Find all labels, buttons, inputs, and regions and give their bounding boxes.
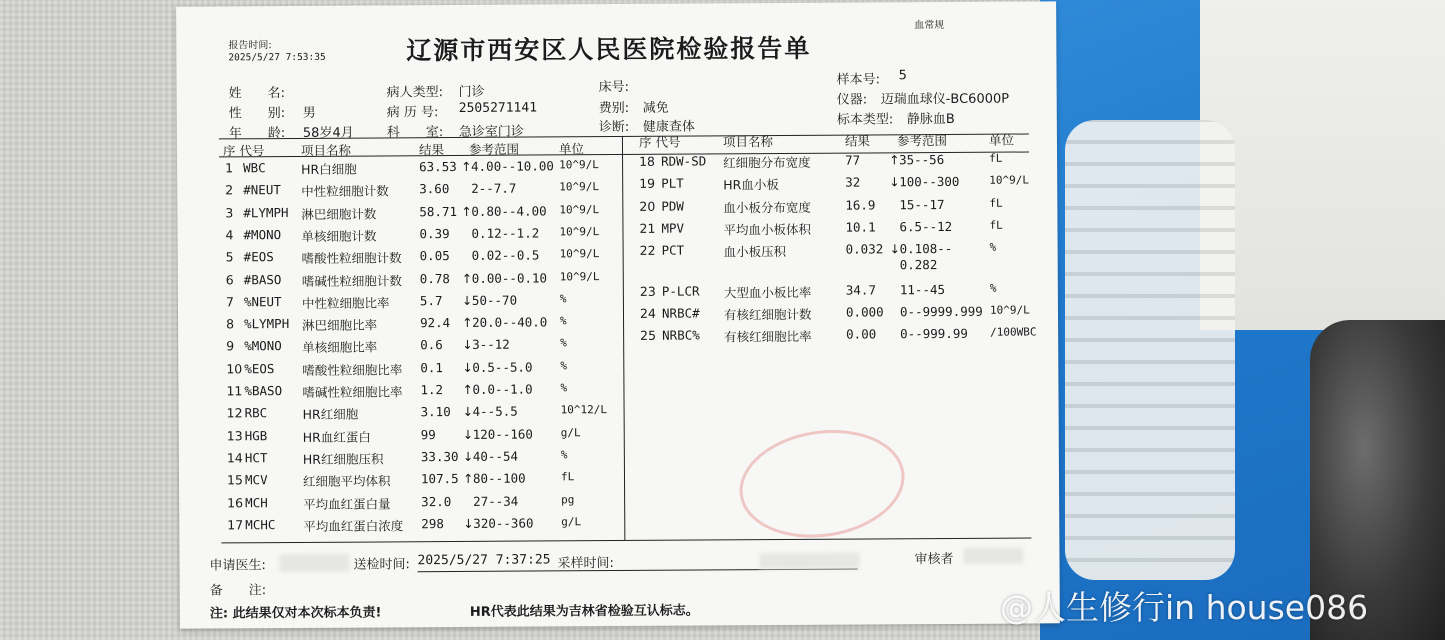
cell-name: 单核细胞计数 [301,228,377,244]
cell-code: %BASO [244,383,283,399]
cell-flag: ↓ [462,337,473,353]
cell-seq: 5 [225,249,234,265]
watermark: @人生修行in house086 [1000,588,1369,627]
hospital-stamp [732,419,912,548]
cell-flag: ↑ [461,203,472,219]
cell-unit: % [989,281,997,295]
cell-flag: ↓ [462,359,473,375]
diagnosis-label: 诊断: [598,119,630,136]
result-row [225,470,625,494]
cell-flag: ↓ [463,515,474,531]
cell-result: 298 [421,515,444,532]
dept-value: 急诊室门诊 [458,124,524,140]
result-row [640,326,1040,350]
header-name: 项目名称 [722,134,774,150]
header-unit: 单位 [558,141,585,157]
cell-unit: 10^9/L [559,269,600,283]
cell-code: %EOS [244,360,275,376]
send-time-value: 2025/5/27 7:37:25 [417,552,551,569]
cell-result: 0.1 [420,359,443,375]
fee-label: 费别: [598,100,630,117]
cell-code: HGB [244,427,268,443]
cell-name: 有核红细胞计数 [723,306,812,323]
cell-name: 红细胞分布宽度 [723,154,811,171]
cell-code: NRBC% [662,327,700,343]
footer-note-2: HR代表此结果为吉林省检验互认标志。 [469,603,699,620]
result-row [224,292,624,316]
cell-unit: fL [989,196,1003,210]
cell-unit: % [560,336,567,350]
cell-seq: 8 [226,316,235,332]
cell-name: 中性粒细胞计数 [301,183,389,200]
record-value: 2505271141 [458,100,538,116]
cell-result: 99 [420,426,436,442]
cell-flag: ↓ [889,174,900,190]
result-row [224,336,624,360]
dept-label: 科 室: [386,125,444,141]
cell-name: HR血小板 [723,177,779,193]
cell-unit: 10^9/L [559,202,600,216]
cell-range: 0.80--4.00 [471,203,547,219]
cell-unit: % [559,314,567,328]
cell-range: 35--56 [899,152,945,168]
cell-seq: 14 [226,450,243,466]
cell-unit: 10^9/L [989,303,1030,317]
sample-time-label: 采样时间: [557,556,614,572]
redacted-reviewer [963,548,1023,564]
cell-name: HR白细胞 [301,161,357,177]
cell-name: 单核细胞比率 [302,339,378,356]
header-seq: 序 代号 [638,134,681,150]
patient-type-value: 门诊 [458,84,485,100]
cell-flag: ↓ [462,448,474,464]
cell-code: MCV [244,472,268,488]
redacted-sample-time [759,553,859,570]
cell-seq: 19 [639,176,656,192]
result-row [223,225,623,249]
cell-unit: fL [989,218,1003,232]
name-label: 姓 名: [228,86,286,102]
cell-seq: 10 [226,360,243,377]
result-row [225,492,625,516]
report-title: 辽源市西安区人民医院检验报告单 [406,33,812,66]
cell-result: 16.9 [845,197,876,213]
cell-code: PCT [661,242,685,258]
cell-name: 血小板分布宽度 [723,199,811,215]
cell-range: 0--999.99 [900,325,968,342]
cell-seq: 21 [639,220,656,236]
cell-result: 3.60 [419,181,450,197]
cell-name: 有核红细胞比率 [724,328,812,345]
header-result: 结果 [418,142,445,158]
cell-range: 2--7.7 [471,180,517,197]
cell-seq: 13 [226,427,243,443]
sample-value: 5 [898,68,907,84]
cell-range: 6.5--12 [899,218,953,235]
header-unit: 单位 [988,132,1015,148]
result-row [225,403,625,427]
cell-name: 嗜碱性粒细胞计数 [301,272,402,289]
cell-unit: % [989,240,997,254]
cell-code: %NEUT [243,293,282,310]
instrument-value: 迈瑞血球仪-BC6000P [880,91,1010,108]
cell-seq: 23 [639,283,656,299]
cell-seq: 25 [640,327,657,343]
cell-flag: ↓ [462,404,474,420]
cell-name: HR红细胞压积 [302,451,384,467]
cell-name: 嗜酸性粒细胞计数 [301,250,402,267]
cell-seq: 18 [639,153,656,169]
cell-result: 5.7 [419,292,443,309]
cell-code: #NEUT [243,182,281,198]
cell-seq: 11 [226,383,243,399]
cell-code: %LYMPH [244,316,290,332]
cell-unit: g/L [561,515,582,529]
specimen-label: 标本类型: [836,112,894,128]
cell-code: MCHC [245,516,276,533]
result-row [224,269,624,293]
cell-seq: 7 [225,294,234,310]
result-row [224,381,624,405]
sample-label: 样本号: [836,72,881,88]
header-range: 参考范围 [896,132,948,149]
cell-result: 10.1 [845,219,876,235]
cell-range: 20.0--40.0 [471,314,548,330]
cell-result: 32.0 [421,493,452,509]
cell-unit: % [560,381,568,395]
age-label: 年 龄: [228,126,286,142]
cell-name: 平均血小板体积 [723,221,812,238]
cell-seq: 2 [225,182,234,198]
cell-code: PLT [661,175,684,192]
cell-seq: 1 [225,160,234,176]
cell-range: 4.00--10.00 [471,158,554,174]
cell-code: MCH [245,494,268,510]
cell-unit: pg [561,492,575,506]
result-row [223,158,623,182]
header-name: 项目名称 [300,142,352,158]
result-row [639,240,1040,273]
cell-range-continued: 0.282 [899,257,938,273]
redacted-doctor [279,554,349,572]
cell-code: HCT [244,450,268,466]
cell-flag: ↓ [889,241,901,257]
sex-value: 男 [302,105,316,121]
cell-range: 4--5.5 [472,403,518,420]
bed-label: 床号: [598,79,630,96]
cell-result: 92.4 [419,315,451,331]
result-row [224,247,624,271]
cell-unit: 10^9/L [559,158,599,172]
cell-name: 平均血红蛋白量 [303,495,391,512]
cell-code: WBC [243,160,266,176]
cell-name: 淋巴细胞比率 [302,317,378,334]
result-row [639,151,1039,175]
foam-mat-piece [1065,120,1235,580]
cell-seq: 6 [225,271,234,287]
report-time-label: 报告时间: [228,40,272,52]
cell-range: 120--160 [472,426,533,442]
cell-name: 中性粒细胞比率 [301,295,390,311]
result-row [224,314,624,338]
cell-flag: ↑ [461,158,472,174]
cell-range: 0.5--5.0 [472,359,533,375]
cell-name: 平均血红蛋白浓度 [303,518,404,534]
cell-flag: ↑ [462,471,474,487]
cell-code: #EOS [243,249,274,265]
cell-range: 80--100 [472,470,526,487]
cell-range: 40--54 [472,448,519,464]
cell-result: 58.71 [419,203,458,219]
result-row [640,281,1040,305]
result-row [225,448,625,472]
diagnosis-value: 健康查体 [642,119,695,135]
lab-report-paper [176,1,1060,628]
cell-code: NRBC# [661,305,700,321]
cell-result: 33.30 [420,448,459,465]
cell-name: HR血红蛋白 [302,429,371,445]
cell-result: 1.2 [420,382,444,398]
cell-range: 320--360 [473,515,534,531]
cell-unit: 10^9/L [559,225,600,239]
result-row [639,218,1039,242]
cell-range: 0.0--1.0 [472,381,533,397]
footer-note-1: 注: 此结果仅对本次标本负责! [209,605,382,622]
cell-name: 嗜碱性粒细胞比率 [302,384,403,400]
cell-seq: 9 [226,338,235,354]
doctor-label: 申请医生: [209,558,266,574]
cell-code: #BASO [243,271,282,287]
remark-label: 备 注: [209,583,267,599]
cell-result: 0.6 [420,337,443,353]
cell-unit: 10^9/L [989,173,1029,188]
result-row [224,359,624,383]
cell-name: 红细胞平均体积 [302,473,391,490]
cell-unit: 10^12/L [560,403,607,417]
cell-range: 0.108-- [899,241,953,257]
cell-range: 100--300 [899,174,960,190]
cell-unit: fL [989,151,1003,165]
cell-result: 0.78 [419,270,450,286]
cell-seq: 24 [639,305,656,321]
cell-result: 77 [845,152,861,168]
cell-unit: % [560,359,567,373]
cell-seq: 4 [225,227,234,243]
cell-seq: 22 [639,242,656,259]
cell-result: 0.39 [419,225,450,242]
cell-result: 0.05 [419,248,450,264]
cell-name: HR红细胞 [302,406,359,423]
age-value: 58岁4月 [302,125,354,141]
cell-code: RDW-SD [661,153,707,169]
cell-seq: 12 [226,405,243,421]
instrument-label: 仪器: [836,92,868,108]
cell-unit: 10^9/L [559,247,600,261]
report-time: 2025/5/27 7:53:35 [228,51,326,64]
cell-seq: 20 [639,198,656,214]
cell-code: MPV [661,220,685,236]
cell-name: 嗜酸性粒细胞比率 [302,362,403,378]
cell-code: %MONO [244,338,282,354]
header-result: 结果 [844,133,871,149]
result-row [639,174,1039,198]
result-row [223,203,623,227]
result-row [225,426,625,450]
corner-tag: 血常规 [914,20,945,32]
cell-result: 0.032 [845,241,884,257]
cell-result: 107.5 [420,471,459,487]
cell-result: 0.000 [845,304,884,320]
record-label: 病 历 号: [386,105,439,121]
cell-flag: ↑ [462,381,473,397]
specimen-value: 静脉血B [906,111,955,128]
cell-code: PDW [661,198,684,214]
result-row [640,303,1040,327]
cell-flag: ↑ [461,314,473,331]
cell-name: 大型血小板比率 [723,284,812,300]
cell-seq: 16 [227,494,244,510]
cell-range: 3--12 [472,337,510,353]
cell-flag: ↑ [889,152,900,168]
cell-code: #MONO [243,226,282,243]
send-time-label: 送检时间: [353,557,410,573]
cell-seq: 17 [227,517,244,533]
cell-result: 34.7 [845,281,877,298]
cell-range: 15--17 [899,196,945,212]
header-range: 参考范围 [468,141,520,157]
cell-range: 0.02--0.5 [471,247,540,264]
sex-label: 性 别: [228,106,286,122]
result-row [223,180,623,204]
cell-range: 0.00--0.10 [471,269,548,286]
cell-result: 63.53 [419,158,457,175]
cell-flag: ↓ [461,292,473,308]
cell-result: 3.10 [420,404,451,420]
fee-value: 减免 [642,100,669,116]
cell-range: 50--70 [471,292,518,308]
cell-name: 淋巴细胞计数 [301,206,377,222]
result-row [225,515,625,539]
sample-time-underline [418,569,858,573]
cell-code: RBC [244,405,268,421]
cell-code: #LYMPH [243,204,289,220]
cell-unit: fL [560,470,575,484]
cell-unit: /100WBC [990,325,1037,339]
cell-flag: ↑ [461,270,473,286]
cell-range: 0.12--1.2 [471,225,540,241]
cell-unit: % [560,448,568,462]
cell-code: P-LCR [661,283,700,299]
cell-flag: ↓ [462,426,474,442]
white-panel [1200,0,1445,330]
cell-result: 0.00 [846,326,877,342]
header-seq: 序 代号 [222,143,265,159]
result-row [639,196,1039,220]
patient-type-label: 病人类型: [386,85,444,101]
cell-name: 血小板压积 [723,244,787,260]
reviewer-label: 审核者 [914,551,954,568]
cell-range: 11--45 [899,281,946,297]
cell-range: 0--9999.999 [899,303,983,320]
cell-range: 27--34 [473,493,519,509]
cell-result: 32 [845,174,861,190]
cell-unit: g/L [560,425,581,439]
cell-unit: 10^9/L [559,180,600,194]
cell-seq: 15 [226,472,243,488]
cell-unit: % [559,292,567,306]
cell-seq: 3 [225,204,234,220]
